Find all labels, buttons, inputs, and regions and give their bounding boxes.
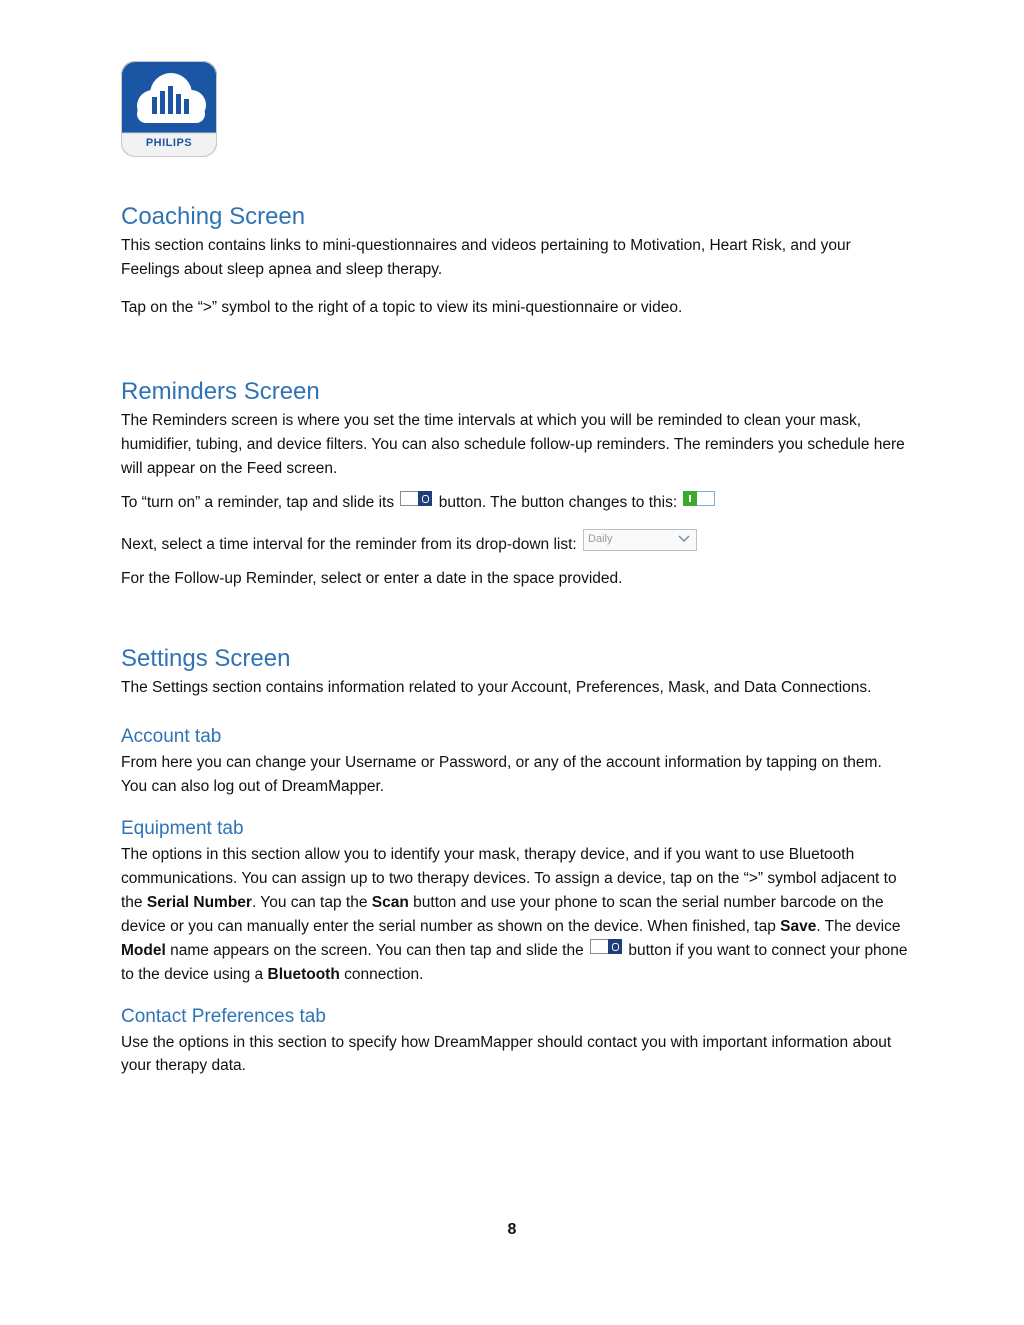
contact-preferences-paragraph: Use the options in this section to specify how DreamMapper should contact you with important information about your therapy data. (121, 1034, 892, 1074)
reminders-p3-text: Next, select a time interval for the reminder from its drop-down list: (121, 536, 577, 553)
page-content (121, 198, 911, 1077)
contact-preferences-tab-heading: Contact Preferences tab (121, 1006, 326, 1027)
model-term: Model (121, 942, 166, 959)
equipment-tab-heading: Equipment tab (121, 818, 244, 839)
equipment-text-4: . The device (816, 918, 901, 935)
reminders-p2-text-b: button. The button changes to this: (438, 494, 678, 511)
page-number: 8 (507, 1221, 517, 1238)
coaching-paragraph-2: Tap on the “>” symbol to the right of a topic to view its mini-questionnaire or video. (121, 299, 683, 316)
brand-wordmark: PHILIPS (145, 137, 193, 149)
serial-number-term: Serial Number (146, 894, 252, 911)
toggle-on-icon (683, 491, 715, 506)
scan-term: Scan (371, 894, 409, 911)
coaching-heading: Coaching Screen (121, 203, 306, 230)
interval-dropdown-image (583, 529, 697, 551)
save-term: Save (780, 918, 817, 935)
equipment-text-2: . You can tap the (251, 894, 372, 911)
bluetooth-toggle-icon (590, 939, 622, 954)
coaching-paragraph-1: This section contains links to mini-questionnaires and videos pertaining to Motivation, Heart Risk, and your Feelings about sleep apnea and sleep therapy. (121, 237, 851, 278)
equipment-text-1: The options in this section allow you to identify your mask, therapy device, and if you want to use Bluetooth communications. You can assign up to two therapy devices. To assign a device, tap on the “>” symbol adjacent to the (121, 846, 897, 911)
equipment-text-5: name appears on the screen. You can then tap and slide the (165, 942, 589, 959)
reminders-paragraph-3 (121, 529, 911, 557)
reminders-paragraph-4: For the Follow-up Reminder, select or enter a date in the space provided. (121, 570, 623, 587)
reminders-p2-text-a: To “turn on” a reminder, tap and slide its (121, 494, 395, 511)
account-tab-heading: Account tab (121, 726, 222, 747)
settings-heading: Settings Screen (121, 645, 291, 672)
chevron-down-icon (677, 532, 691, 546)
equipment-tab-paragraph (121, 843, 911, 987)
settings-paragraph-1: The Settings section contains information related to your Account, Preferences, Mask, and Data Connections. (121, 679, 872, 696)
equipment-text-3: button and use your phone to scan the serial number barcode on the device or you can manually enter the serial number as shown on the device. When finished, tap (121, 894, 884, 935)
reminders-paragraph-1: The Reminders screen is where you set the time intervals at which you will be reminded to clean your mask, humidifier, tubing, and device filters. You can also schedule follow-up reminders. The reminders you schedule here will appear on the Feed screen. (121, 412, 905, 477)
philips-dreammapper-logo (121, 61, 217, 157)
toggle-off-icon (400, 491, 432, 506)
reminders-heading: Reminders Screen (121, 378, 320, 405)
bluetooth-term: Bluetooth (267, 966, 340, 983)
equipment-text-7: connection. (339, 966, 424, 983)
account-tab-paragraph: From here you can change your Username or Password, or any of the account information by tapping on them. You can also log out of DreamMapper. (121, 754, 882, 795)
equipment-text-6: button if you want to connect your phone to the device using a (121, 942, 908, 983)
reminders-paragraph-2 (121, 491, 911, 515)
dropdown-value: Daily (588, 533, 613, 545)
